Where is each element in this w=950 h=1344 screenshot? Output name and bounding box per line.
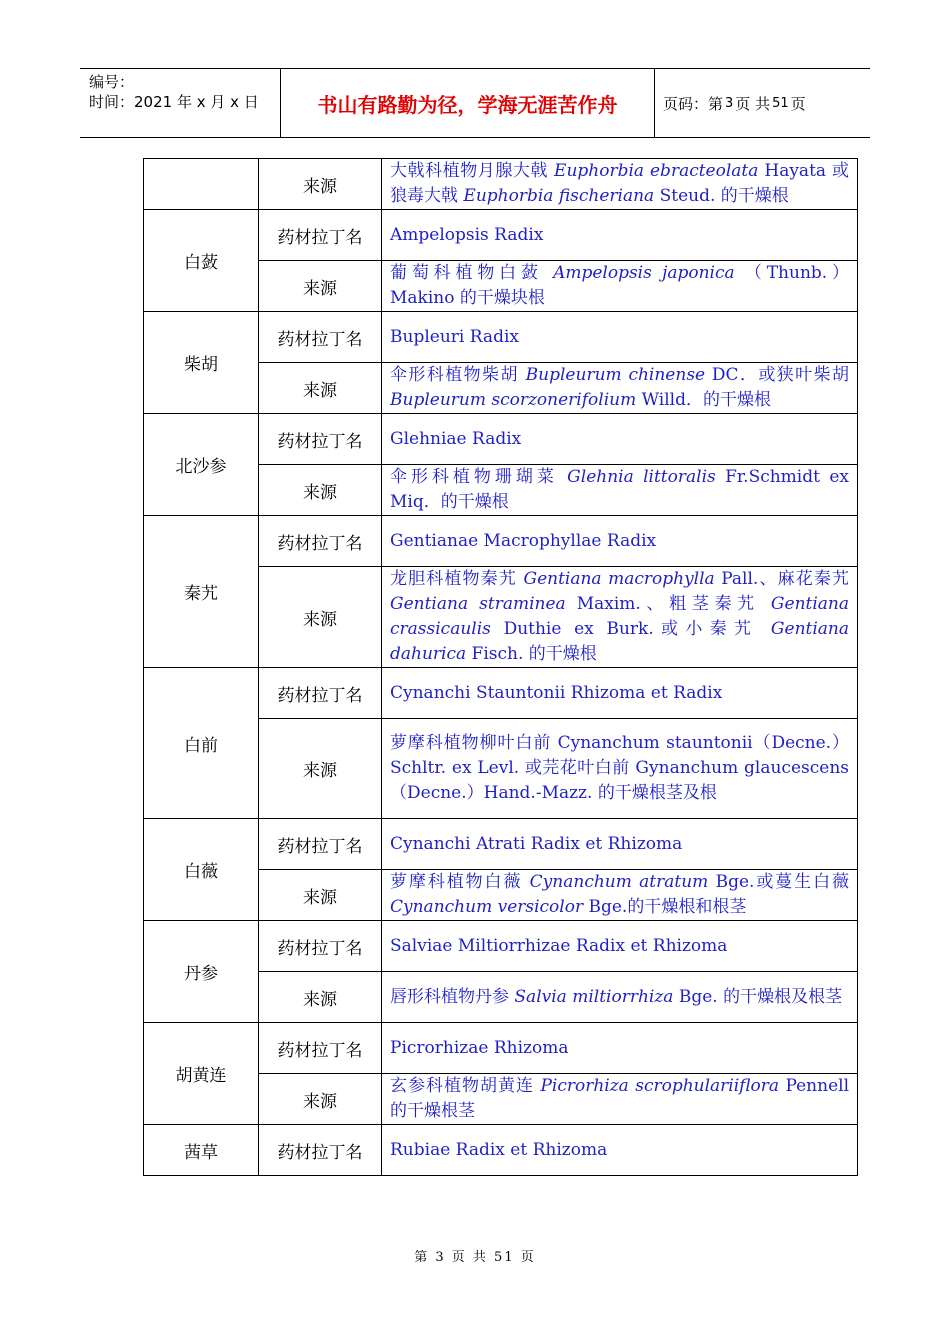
species-name: Salvia miltiorrhiza — [514, 986, 674, 1007]
latin-value: Picrorhizae Rhizoma — [382, 1023, 858, 1074]
source-text: Bge.或蔓生白薇 — [708, 872, 849, 892]
table-row — [144, 210, 858, 261]
source-text: 龙胆科植物秦艽 — [390, 569, 524, 589]
page-footer: 第 3 页 共 51 页 — [414, 1250, 536, 1265]
source-value — [382, 719, 858, 819]
latin-value: Gentianae Macrophyllae Radix — [382, 516, 858, 567]
source-text: 葡萄科植物白蔹 — [390, 263, 554, 283]
species-name: Gentiana dahurica — [390, 619, 849, 664]
source-label: 来源 — [259, 1074, 382, 1125]
species-name: Gentiana crassicaulis — [390, 594, 849, 639]
source-value — [382, 261, 858, 312]
page-suffix: 页 — [790, 94, 806, 113]
source-label: 来源 — [259, 363, 382, 414]
source-text: 萝摩科植物柳叶白前 Cynanchum stauntonii（Decne.）Schltr. ex Levl. 或芫花叶白前 Gynanchum glaucescens（Decne.）Hand.-Mazz. 的干燥根茎及根 — [390, 733, 849, 803]
page-prefix: 页码：第 — [663, 94, 724, 113]
latin-value: Ampelopsis Radix — [382, 210, 858, 261]
source-value — [382, 159, 858, 210]
latin-value: Glehniae Radix — [382, 414, 858, 465]
source-value — [382, 363, 858, 414]
header-page-info — [663, 69, 806, 137]
source-text: 玄参科植物胡黄连 — [390, 1076, 541, 1096]
header-motto: 书山有路勤为径，学海无涯苦作舟 — [281, 69, 655, 137]
source-text: Fisch. 的干燥根 — [466, 644, 597, 664]
table-row — [144, 819, 858, 870]
species-name: Ampelopsis japonica — [553, 263, 735, 283]
table-row — [144, 921, 858, 972]
species-name: Gentiana straminea — [390, 594, 566, 614]
source-value — [382, 1074, 858, 1125]
source-text: 唇形科植物丹参 — [390, 986, 515, 1007]
page-mid: 页 共 — [735, 94, 771, 113]
latin-label: 药材拉丁名 — [259, 668, 382, 719]
herb-name-cell: 白前 — [144, 668, 259, 819]
source-label: 来源 — [259, 719, 382, 819]
source-value — [382, 465, 858, 516]
latin-value: Cynanchi Atrati Radix et Rhizoma — [382, 819, 858, 870]
table-row — [144, 159, 858, 210]
herb-name-cell: 秦艽 — [144, 516, 259, 668]
page-number: 3 — [725, 95, 734, 111]
table-row — [144, 1125, 858, 1176]
source-text: Maxim.、粗茎秦艽 — [565, 594, 771, 614]
source-text: Hayata 或狼毒大戟 — [390, 161, 850, 206]
source-text: 萝摩科植物白薇 — [390, 872, 530, 892]
table-row — [144, 414, 858, 465]
latin-value: Cynanchi Stauntonii Rhizoma et Radix — [382, 668, 858, 719]
source-text: Duthie ex Burk.或小秦艽 — [490, 619, 771, 639]
latin-label: 药材拉丁名 — [259, 1023, 382, 1074]
source-text: Fr.Schmidt ex Miq．的干燥根 — [390, 467, 849, 512]
time-label: 时间：2021 年 x 月 x 日 — [89, 93, 259, 111]
latin-label: 药材拉丁名 — [259, 414, 382, 465]
herb-table — [143, 158, 858, 1176]
herb-name-cell: 丹参 — [144, 921, 259, 1023]
source-text: Pall.、麻花秦艽 — [714, 569, 849, 589]
species-name: Picrorhiza scrophulariiflora — [540, 1076, 780, 1096]
herb-name-cell: 白蔹 — [144, 210, 259, 312]
table-row — [144, 312, 858, 363]
latin-label: 药材拉丁名 — [259, 819, 382, 870]
source-text: Willd．的干燥根 — [636, 390, 771, 410]
table-row — [144, 1023, 858, 1074]
species-name: Cynanchum versicolor — [390, 897, 584, 917]
source-value — [382, 972, 858, 1023]
source-value — [382, 870, 858, 921]
species-name: Glehnia littoralis — [567, 467, 716, 487]
herb-name-cell: 胡黄连 — [144, 1023, 259, 1125]
herb-name-cell — [144, 159, 259, 210]
source-text: Bge. 的干燥根及根茎 — [673, 986, 843, 1007]
herb-name-cell: 白薇 — [144, 819, 259, 921]
source-text: 伞形科植物珊瑚菜 — [390, 467, 568, 487]
source-text: DC．或狭叶柴胡 — [705, 365, 850, 385]
source-label: 来源 — [259, 465, 382, 516]
latin-label: 药材拉丁名 — [259, 312, 382, 363]
herb-name-cell: 北沙参 — [144, 414, 259, 516]
latin-value: Bupleuri Radix — [382, 312, 858, 363]
source-text: 大戟科植物月腺大戟 — [390, 161, 555, 181]
latin-value: Rubiae Radix et Rhizoma — [382, 1125, 858, 1176]
source-text: （Thunb.）Makino 的干燥块根 — [390, 263, 850, 308]
species-name: Euphorbia ebracteolata — [554, 161, 759, 181]
source-value — [382, 567, 858, 668]
species-name: Bupleurum scorzonerifolium — [390, 390, 637, 410]
page-total: 51 — [772, 95, 789, 111]
source-text: Bge.的干燥根和根茎 — [583, 897, 747, 917]
species-name: Cynanchum atratum — [529, 872, 709, 892]
latin-label: 药材拉丁名 — [259, 921, 382, 972]
species-name: Bupleurum chinense — [525, 365, 706, 385]
table-row — [144, 668, 858, 719]
herb-name-cell: 茜草 — [144, 1125, 259, 1176]
source-label: 来源 — [259, 972, 382, 1023]
source-text: Pennell 的干燥根茎 — [390, 1076, 850, 1121]
source-label: 来源 — [259, 567, 382, 668]
latin-label: 药材拉丁名 — [259, 210, 382, 261]
latin-label: 药材拉丁名 — [259, 1125, 382, 1176]
source-label: 来源 — [259, 159, 382, 210]
page-header — [80, 68, 870, 138]
species-name: Euphorbia fischeriana — [463, 186, 655, 206]
source-label: 来源 — [259, 870, 382, 921]
header-meta — [80, 69, 281, 137]
latin-value: Salviae Miltiorrhizae Radix et Rhizoma — [382, 921, 858, 972]
source-text: 伞形科植物柴胡 — [390, 365, 526, 385]
species-name: Gentiana macrophylla — [523, 569, 715, 589]
table-row — [144, 516, 858, 567]
latin-label: 药材拉丁名 — [259, 516, 382, 567]
source-text: Steud. 的干燥根 — [654, 186, 789, 206]
herb-name-cell: 柴胡 — [144, 312, 259, 414]
number-label: 编号： — [89, 73, 135, 91]
source-label: 来源 — [259, 261, 382, 312]
